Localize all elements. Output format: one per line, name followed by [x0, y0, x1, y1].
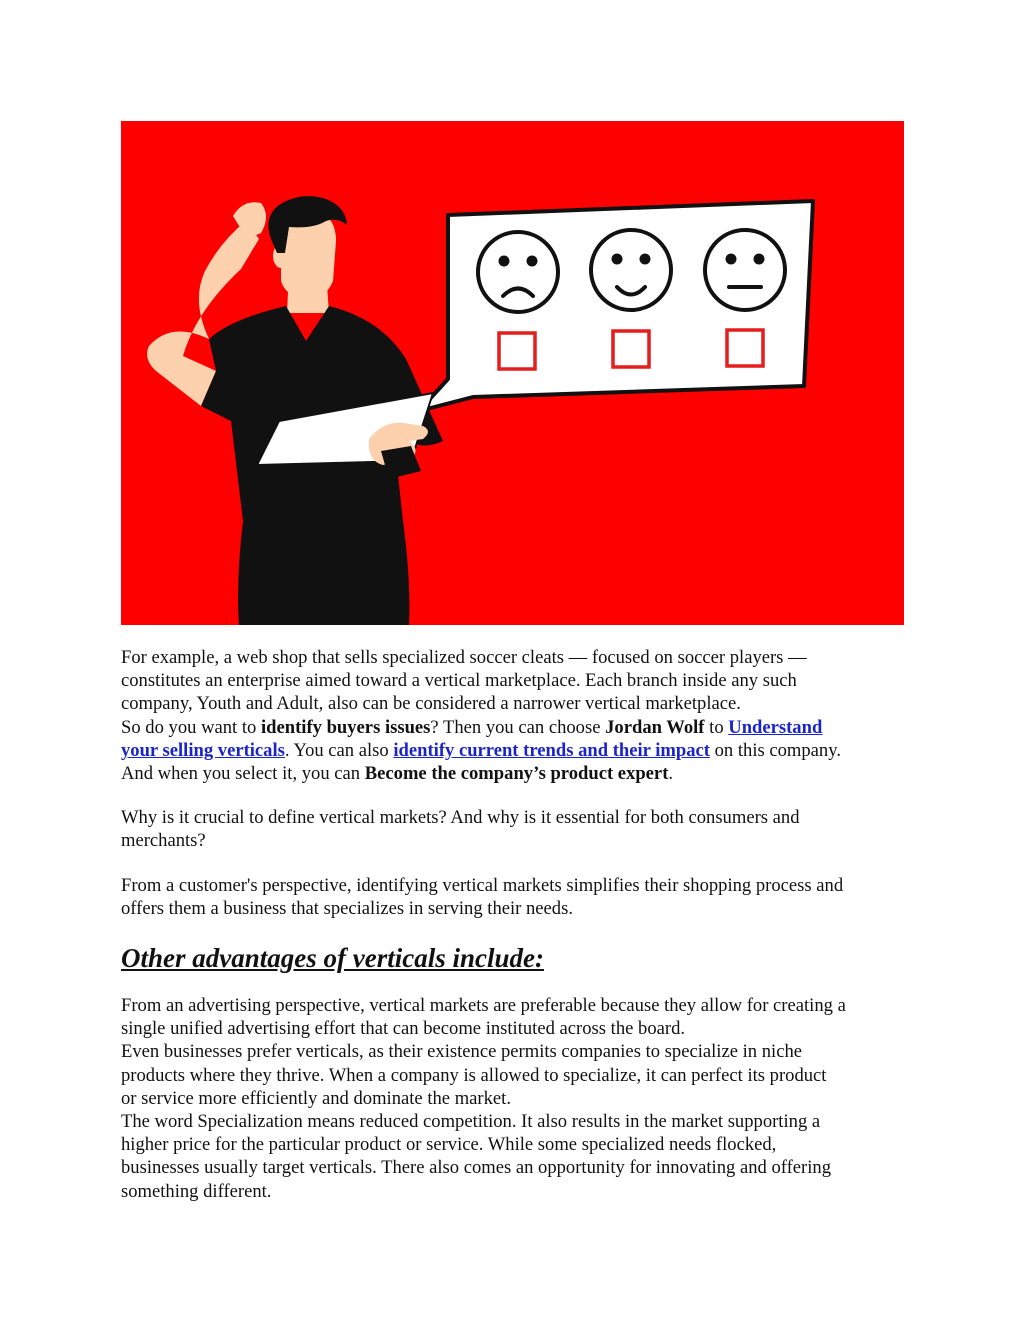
bold-name: Jordan Wolf — [605, 716, 705, 738]
man-figure — [147, 196, 443, 625]
text-line: From an advertising perspective, vertical markets are preferable because they allow for creating a — [121, 995, 846, 1017]
text-segment: ? Then you can choose — [430, 716, 606, 738]
text-segment: on this company. — [709, 739, 841, 761]
paragraph-why — [121, 806, 911, 852]
text-line: businesses usually target verticals. There also comes an opportunity for innovating and offering — [121, 1157, 832, 1179]
text-line: company, Youth and Adult, also can be considered a narrower vertical marketplace. — [121, 693, 741, 715]
text-segment: So do you want to — [121, 716, 261, 738]
text-line: constitutes an enterprise aimed toward a vertical marketplace. Each branch inside any such — [121, 670, 797, 692]
hero-illustration — [121, 121, 904, 625]
text-line: For example, a web shop that sells specialized soccer cleats — focused on soccer players — — [121, 647, 807, 668]
text-line: From a customer's perspective, identifying vertical markets simplifies their shopping process and — [121, 874, 844, 896]
text-segment: to — [704, 716, 729, 738]
text-line: products where they thrive. When a company is allowed to specialize, it can perfect its product — [121, 1064, 827, 1086]
text-line: Why is it crucial to define vertical markets? And why is it essential for both consumers and — [121, 807, 800, 829]
article-body — [121, 646, 911, 1203]
paragraph-intro — [121, 646, 911, 785]
text-line: offers them a business that specializes in serving their needs. — [121, 897, 573, 919]
section-heading: Other advantages of verticals include: — [121, 943, 544, 974]
text-segment: . — [668, 763, 674, 785]
text-line: The word Specialization means reduced competition. It also results in the market supporting a — [121, 1111, 821, 1133]
link-text[interactable]: your selling verticals — [121, 739, 285, 761]
bold-phrase: Become the company’s product expert — [364, 763, 669, 785]
text-line: something different. — [121, 1180, 272, 1202]
bold-phrase: identify buyers issues — [260, 716, 431, 738]
identify-trends-link[interactable]: identify current trends and their impact — [393, 739, 710, 761]
text-segment: . You can also — [284, 739, 394, 761]
text-line: higher price for the particular product or service. While some specialized needs flocked, — [121, 1134, 777, 1156]
text-line: or service more efficiently and dominate the market. — [121, 1087, 511, 1109]
confused-man-survey-illustration — [121, 121, 904, 625]
text-segment: And when you select it, you can — [121, 763, 365, 785]
text-line: single unified advertising effort that can become instituted across the board. — [121, 1018, 686, 1040]
text-line: Even businesses prefer verticals, as their existence permits companies to specialize in niche — [121, 1041, 803, 1063]
paragraph-customer — [121, 874, 911, 920]
text-line: merchants? — [121, 830, 206, 852]
link-text[interactable]: Understand — [728, 716, 823, 738]
paragraph-advantages — [121, 994, 911, 1203]
